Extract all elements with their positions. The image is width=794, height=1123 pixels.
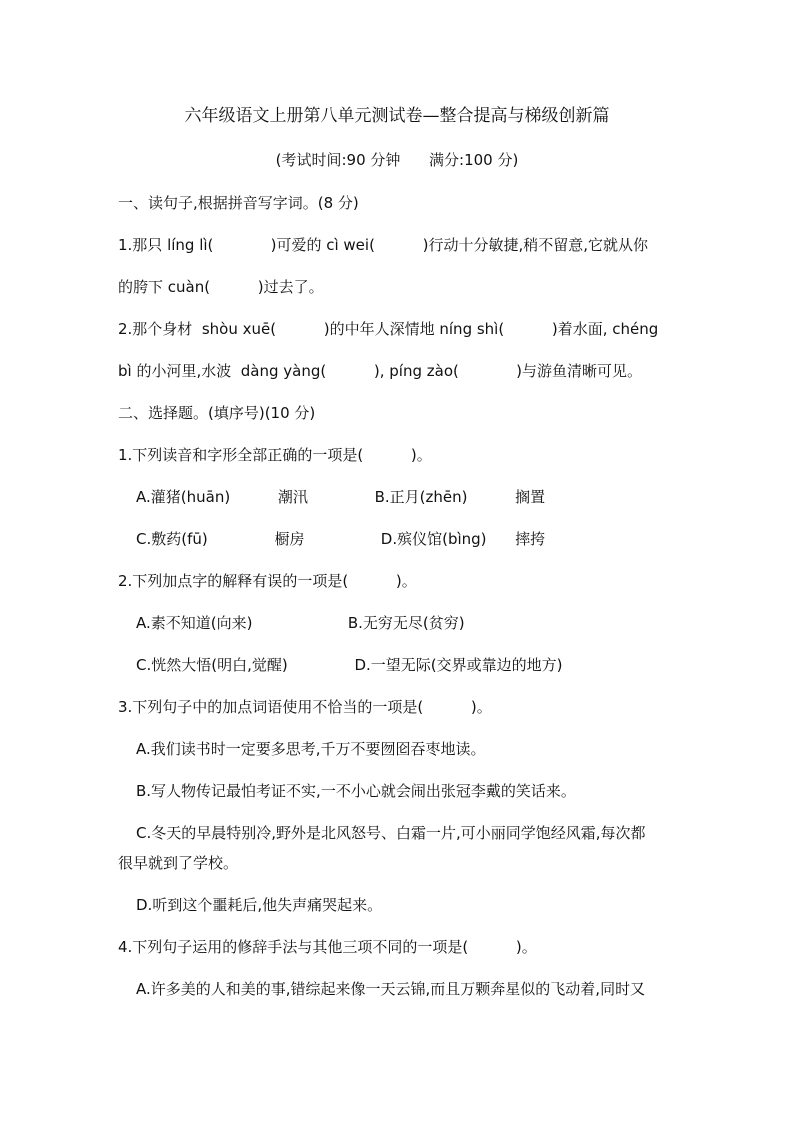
option-row: A.素不知道(向来) B.无穷无尽(贫穷) — [136, 614, 465, 632]
section-heading: 一、读句子,根据拼音写字词。(8 分) — [118, 194, 359, 212]
option-row: D.听到这个噩耗后,他失声痛哭起来。 — [136, 896, 383, 914]
question-text: 3.下列句子中的加点词语使用不恰当的一项是( )。 — [118, 698, 492, 716]
option-row: C.恍然大悟(明白,觉醒) D.一望无际(交界或靠边的地方) — [136, 656, 563, 674]
section-heading: 二、选择题。(填序号)(10 分) — [118, 404, 316, 422]
option-row: B.写人物传记最怕考证不实,一不小心就会闹出张冠李戴的笑话来。 — [136, 782, 576, 800]
question-text: 2.那个身材 shòu xuē( )的中年人深情地 níng shì( )着水面, chéng — [118, 320, 659, 338]
question-text: 的胯下 cuàn( )过去了。 — [118, 278, 324, 296]
question-text: 2.下列加点字的解释有误的一项是( )。 — [118, 572, 417, 590]
option-row: A.我们读书时一定要多思考,千万不要囫囵吞枣地读。 — [136, 740, 486, 758]
question-text: 4.下列句子运用的修辞手法与其他三项不同的一项是( )。 — [118, 938, 537, 956]
option-row: A.许多美的人和美的事,错综起来像一天云锦,而且万颗奔星似的飞动着,同时又 — [136, 980, 646, 998]
question-text: bì 的小河里,水波 dàng yàng( ), píng zào( )与游鱼清晰可见。 — [118, 362, 642, 380]
option-row: 很早就到了学校。 — [118, 854, 239, 872]
option-row: A.灌猪(huān) 潮汛 B.正月(zhēn) 搁置 — [136, 488, 546, 506]
option-row: C.冬天的早晨特别冷,野外是北风怒号、白霜一片,可小丽同学饱经风霜,每次都 — [136, 824, 646, 842]
option-row: C.敷药(fū) 橱房 D.殡仪馆(bìng) 摔挎 — [136, 530, 546, 548]
exam-info: (考试时间:90 分钟 满分:100 分) — [275, 151, 519, 169]
document-title: 六年级语文上册第八单元测试卷—整合提高与梯级创新篇 — [184, 106, 610, 126]
question-text: 1.那只 líng lì( )可爱的 cì wei( )行动十分敏捷,稍不留意,它就从你 — [118, 236, 649, 254]
question-text: 1.下列读音和字形全部正确的一项是( )。 — [118, 446, 432, 464]
